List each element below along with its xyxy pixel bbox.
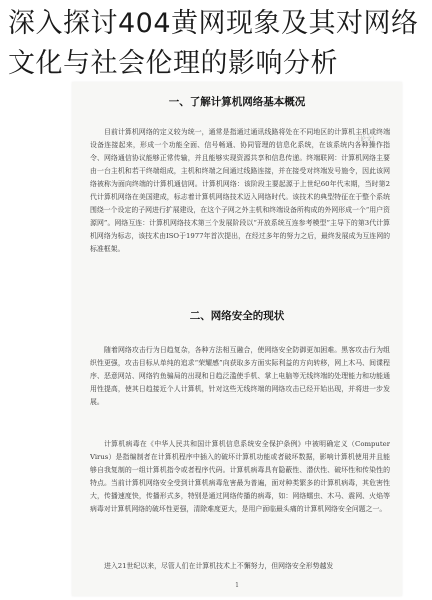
page-title: 深入探讨404黄网现象及其对网络文化与社会伦理的影响分析	[8, 8, 419, 79]
paragraph-1: 目前计算机网络的定义较为统一，通常是指通过通讯线路将处在不同地区的计算机主机或终端设备连接起来，形成一个功能全面、信号畅通、协同管理的信息化系统，在该系统内各种操作指令、网络通信协议能够正常传输，并且能够实现资源共享和信息传递。终端联网：计算机网络主要由一台主机和若干终端组成，主机和终端之间通过线路连接，并在接受对终端发号施令，因此该网络被称为面向终端的计算机通信网。计算机网络：该阶段主要起源于上世纪60年代末期，当时第2代计算机网络在美国建成，标志着计算机网络技术迈入网络时代。该技术的典型特征在于整个系统围绕一个设定的子网进行扩展建设，在这个子网之外主机和终端设备所构成的外网形成一个“用户资源网”。网络互连：计算机网络技术第三个发展阶段以“开放系统互连参考模型”主导下的第3代计算机网络为标志，该技术由ISO于1977年首次提出，在经过多年的努力之后，最终发展成为互连网的标准框架。	[90, 128, 390, 253]
document-tag: （论文）	[353, 136, 378, 143]
paragraph-3: 计算机病毒在《中华人民共和国计算机信息系统安全保护条例》中被明确定义（Computer Virus）是指编制者在计算机程序中插入的破坏计算机功能或者破坏数据，影响计算机使用并且能够自我复制的一组计算机指令或者程序代码。计算机病毒具有隐蔽性、潜伏性、破坏性和传染性的特点。当前计算机网络安全受到计算机病毒危害最为普遍，面对种类繁多的计算机病毒，其危害性大，传播速度快，传播形式多，特别是通过网络传播的病毒，如：网络蠕虫、木马、震网、火焰等病毒对计算机网络的破坏性更强，清除难度更大，是用户面临最头痛的计算机网络安全问题之一。	[90, 440, 390, 513]
page-number: 1	[235, 582, 239, 589]
section-heading-1: 一、了解计算机网络基本概况	[168, 96, 306, 108]
paragraph-4: 进入21世纪以来，尽管人们在计算机技术上不懈努力，但网络安全形势越发	[104, 562, 334, 570]
paragraph-2: 随着网络攻击行为日趋复杂，各种方法相互融合，使网络安全防御更加困难。黑客攻击行为组织性更强，攻击目标从单纯的追求“荣耀感”向获取多方面实际利益的方向转移，网上木马、间谍程序、恶意网站、网络钓鱼骗局的出现和日趋泛滥使手机、掌上电脑等无线终端的处理能力和功能通用性提高，使其日趋接近个人计算机，针对这些无线终端的网络攻击已经开始出现，并将进一步发展。	[90, 346, 390, 406]
document-page	[72, 82, 402, 596]
section-heading-2: 二、网络安全的现状	[189, 310, 285, 322]
